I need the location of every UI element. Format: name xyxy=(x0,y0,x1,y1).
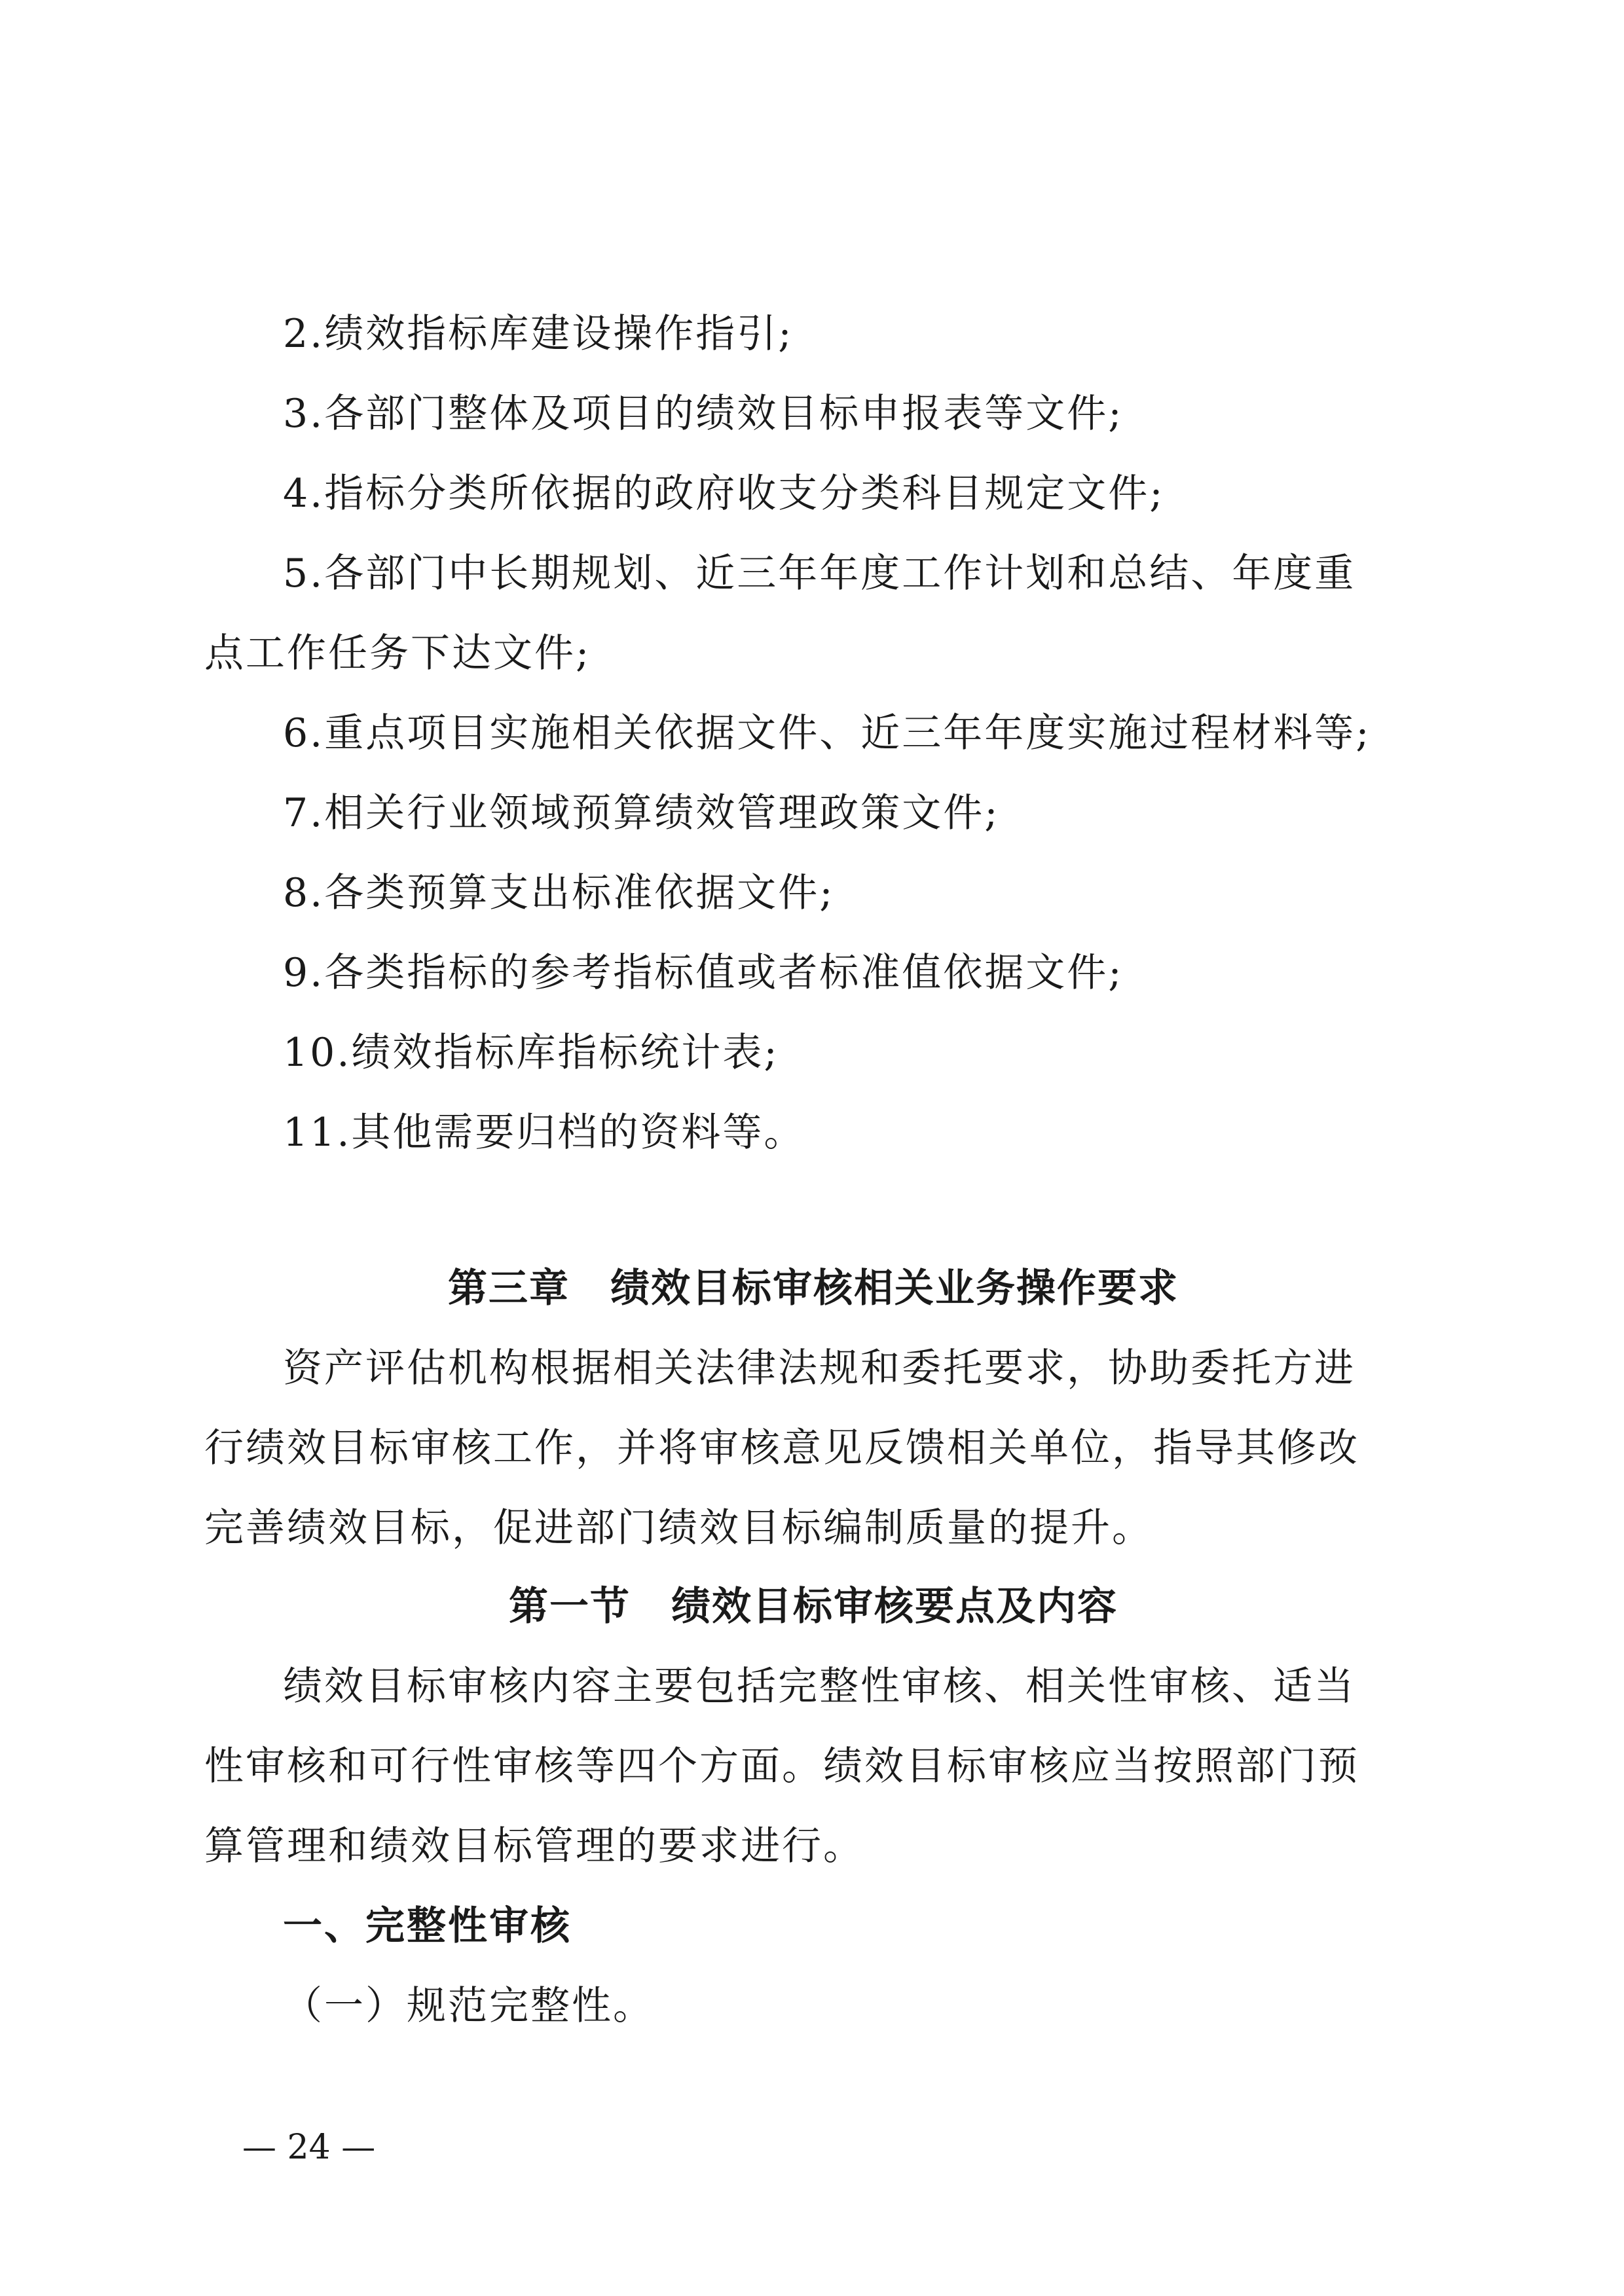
section-paragraph-line-2: 性审核和可行性审核等四个方面。绩效目标审核应当按照部门预 xyxy=(204,1743,1359,1789)
section-paragraph-line-3: 算管理和绩效目标管理的要求进行。 xyxy=(204,1823,864,1869)
chapter-paragraph-line-3: 完善绩效目标，促进部门绩效目标编制质量的提升。 xyxy=(204,1505,1153,1551)
section-paragraph-line-1: 绩效目标审核内容主要包括完整性审核、相关性审核、适当 xyxy=(283,1664,1356,1709)
subheading-completeness: 一、完整性审核 xyxy=(283,1903,572,1949)
list-item-10: 10.绩效指标库指标统计表; xyxy=(283,1030,779,1076)
list-item-11: 11.其他需要归档的资料等。 xyxy=(283,1110,805,1156)
list-item-3: 3.各部门整体及项目的绩效目标申报表等文件; xyxy=(283,391,1124,437)
list-item-5-continued: 点工作任务下达文件; xyxy=(204,630,591,676)
list-item-4: 4.指标分类所依据的政府收支分类科目规定文件; xyxy=(283,471,1165,517)
section-title: 第一节 绩效目标审核要点及内容 xyxy=(509,1584,1118,1630)
chapter-title: 第三章 绩效目标审核相关业务操作要求 xyxy=(448,1266,1179,1311)
list-item-9: 9.各类指标的参考指标值或者标准值依据文件; xyxy=(283,950,1124,996)
list-item-6: 6.重点项目实施相关依据文件、近三年年度实施过程材料等; xyxy=(283,710,1371,756)
chapter-paragraph-line-2: 行绩效目标审核工作，并将审核意见反馈相关单位，指导其修改 xyxy=(204,1425,1359,1471)
list-item-7: 7.相关行业领域预算绩效管理政策文件; xyxy=(283,790,1000,836)
page-number: — 24 — xyxy=(242,2128,376,2167)
chapter-paragraph-line-1: 资产评估机构根据相关法律法规和委托要求，协助委托方进 xyxy=(283,1345,1356,1391)
list-item-2: 2.绩效指标库建设操作指引; xyxy=(283,311,794,357)
list-item-5: 5.各部门中长期规划、近三年年度工作计划和总结、年度重 xyxy=(283,551,1356,596)
subitem-normative-completeness: （一）规范完整性。 xyxy=(283,1983,654,2029)
list-item-8: 8.各类预算支出标准依据文件; xyxy=(283,870,835,916)
